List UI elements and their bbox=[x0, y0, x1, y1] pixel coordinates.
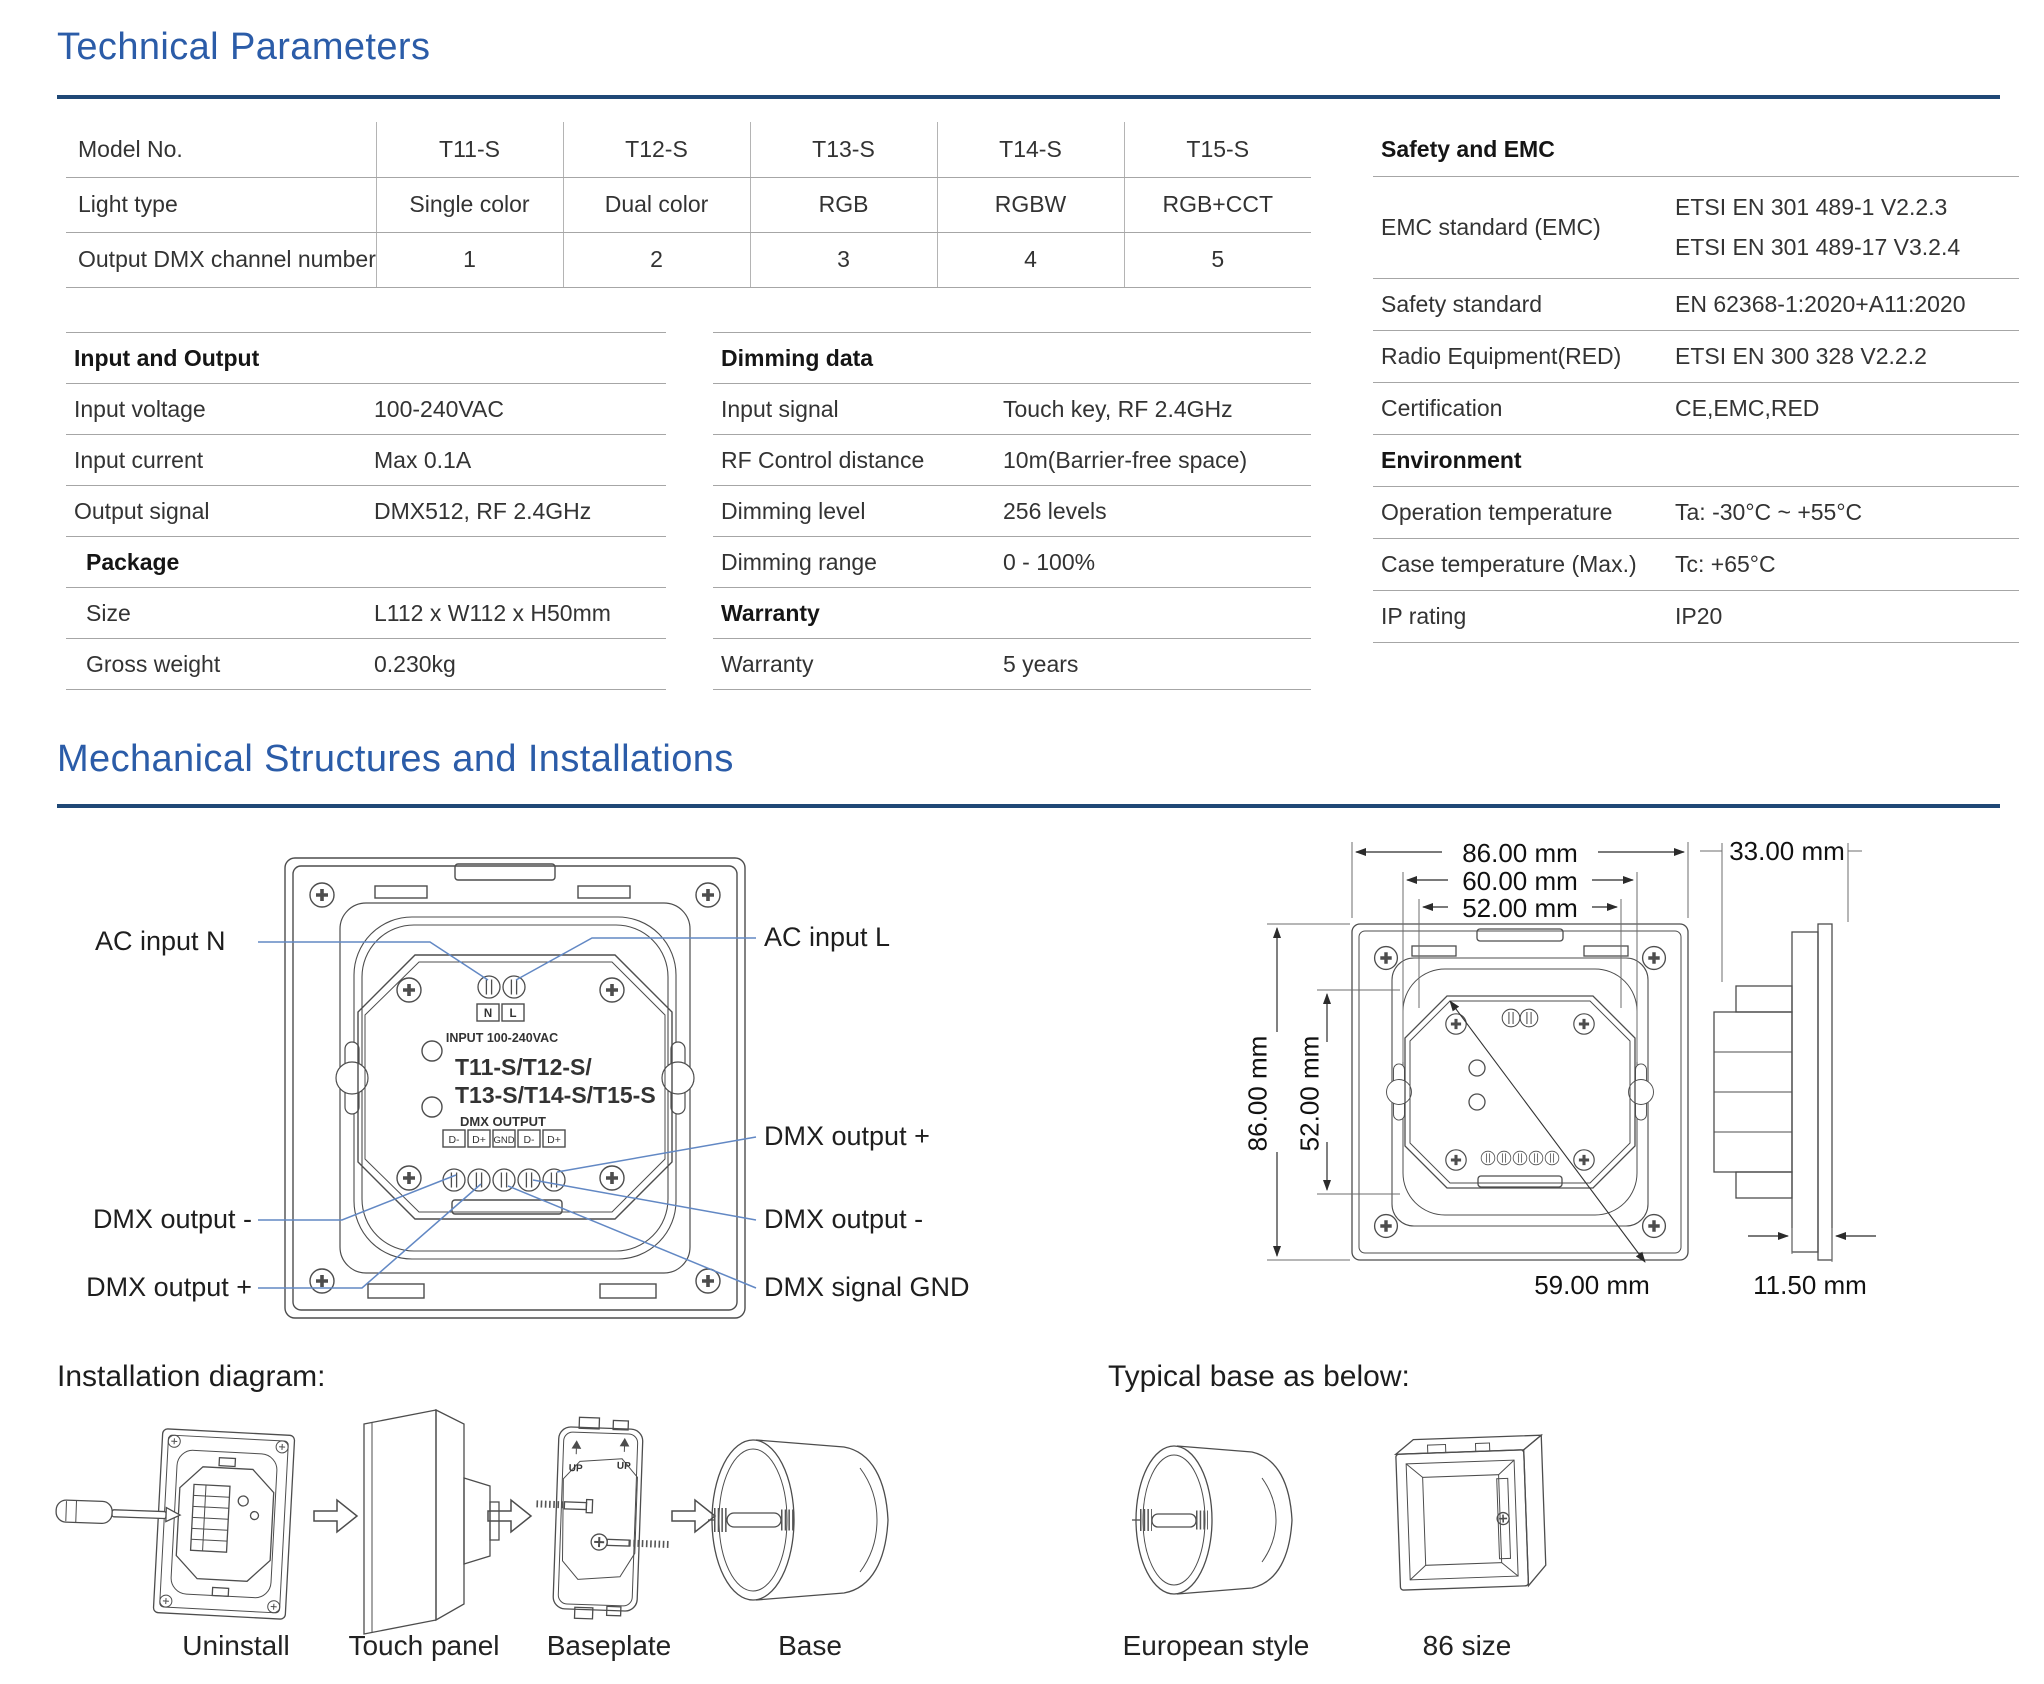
step-arrow-icon bbox=[314, 1500, 357, 1532]
spec-value: L112 x W112 x H50mm bbox=[366, 588, 666, 639]
table-row bbox=[66, 435, 666, 486]
cell: RGB+CCT bbox=[1124, 177, 1311, 232]
table-section-header: Warranty bbox=[713, 588, 1311, 639]
spec-value: Touch key, RF 2.4GHz bbox=[995, 384, 1311, 435]
cell: Single color bbox=[376, 177, 563, 232]
emc-standard-1: ETSI EN 301 489-1 V2.2.3 bbox=[1675, 194, 1948, 220]
spec-value: Max 0.1A bbox=[366, 435, 666, 486]
base-drawing bbox=[708, 1440, 888, 1600]
terminal-label: D- bbox=[523, 1134, 535, 1146]
dim-thickness-11-5: 11.50 mm bbox=[1753, 1270, 1867, 1300]
safety-table bbox=[1373, 124, 2019, 643]
col-header: T11-S bbox=[376, 122, 563, 177]
cell: 3 bbox=[750, 232, 937, 287]
spec-label: RF Control distance bbox=[713, 435, 995, 486]
terminal-n-label: N bbox=[483, 1008, 493, 1020]
dim-depth-33: 33.00 mm bbox=[1729, 836, 1845, 866]
step-label-touch-panel: Touch panel bbox=[348, 1630, 500, 1661]
table-row bbox=[713, 486, 1311, 537]
table-section-header: Safety and EMC bbox=[1373, 124, 2019, 176]
model-table bbox=[66, 122, 1311, 288]
cell: RGB bbox=[750, 177, 937, 232]
touch-panel-drawing bbox=[364, 1410, 499, 1634]
table-row bbox=[66, 639, 666, 690]
step-arrow-icon bbox=[488, 1500, 531, 1532]
spec-label: Size bbox=[66, 588, 366, 639]
european-base-drawing bbox=[1132, 1446, 1292, 1594]
spec-value: 10m(Barrier-free space) bbox=[995, 435, 1311, 486]
col-header: T12-S bbox=[563, 122, 750, 177]
screwdriver-icon bbox=[56, 1500, 181, 1526]
col-header: Model No. bbox=[66, 122, 376, 177]
table-section-header: Package bbox=[66, 537, 666, 588]
table-row bbox=[1373, 330, 2019, 382]
col-header: T15-S bbox=[1124, 122, 1311, 177]
baseplate-drawing bbox=[533, 1416, 676, 1622]
spec-label: Dimming range bbox=[713, 537, 995, 588]
dimension-drawing-front bbox=[1352, 924, 1688, 1262]
callout-dmx-output-plus-right: DMX output + bbox=[764, 1121, 930, 1151]
spec-label: Input current bbox=[66, 435, 366, 486]
spec-value: 5 years bbox=[995, 639, 1311, 690]
base-label-european: European style bbox=[1122, 1630, 1310, 1661]
back-panel-texts bbox=[446, 1008, 656, 1146]
callout-ac-input-l: AC input L bbox=[764, 922, 891, 952]
table-row bbox=[1373, 538, 2019, 590]
table-row bbox=[66, 486, 666, 537]
step-arrow-icon bbox=[672, 1500, 715, 1532]
row-label: Light type bbox=[66, 177, 376, 232]
typical-base-title: Typical base as below: bbox=[1108, 1360, 1410, 1393]
cell: 5 bbox=[1124, 232, 1311, 287]
base-label-86-size: 86 size bbox=[1422, 1630, 1512, 1661]
spec-value: 256 levels bbox=[995, 486, 1311, 537]
terminal-label: GND bbox=[493, 1135, 515, 1146]
spec-value: Ta: -30°C ~ +55°C bbox=[1667, 486, 2019, 538]
spec-label: Operation temperature bbox=[1373, 486, 1667, 538]
step-label-baseplate: Baseplate bbox=[546, 1630, 672, 1661]
terminal-label: D+ bbox=[472, 1134, 486, 1146]
size86-box-drawing bbox=[1395, 1435, 1546, 1590]
section-title-technical: Technical Parameters bbox=[57, 26, 431, 68]
table-section-header: Dimming data bbox=[713, 333, 1311, 384]
cell: RGBW bbox=[937, 177, 1124, 232]
callout-dmx-output-minus-right: DMX output - bbox=[764, 1204, 924, 1234]
table-row bbox=[1373, 486, 2019, 538]
spec-label: Warranty bbox=[713, 639, 995, 690]
panel-model-line2: T13-S/T14-S/T15-S bbox=[455, 1082, 656, 1108]
table-row bbox=[713, 537, 1311, 588]
callout-dmx-signal-gnd: DMX signal GND bbox=[764, 1272, 970, 1302]
table-row bbox=[66, 588, 666, 639]
section-rule bbox=[57, 95, 2000, 99]
table-row bbox=[66, 384, 666, 435]
dmx-output-label: DMX OUTPUT bbox=[460, 1114, 546, 1129]
dim-height-86: 86.00 mm bbox=[1242, 1035, 1273, 1152]
spec-label: EMC standard (EMC) bbox=[1373, 176, 1667, 278]
spec-value: IP20 bbox=[1667, 590, 2019, 642]
table-row bbox=[1373, 176, 2019, 278]
table-section-header: Environment bbox=[1373, 434, 2019, 486]
callout-ac-input-n: AC input N bbox=[95, 926, 226, 956]
spec-value: DMX512, RF 2.4GHz bbox=[366, 486, 666, 537]
up-mark: UP bbox=[616, 1460, 631, 1473]
table-row bbox=[66, 177, 1311, 232]
col-header: T14-S bbox=[937, 122, 1124, 177]
dimming-table bbox=[713, 332, 1311, 690]
spec-value: 0 - 100% bbox=[995, 537, 1311, 588]
spec-label: Gross weight bbox=[66, 639, 366, 690]
installation-diagram-title: Installation diagram: bbox=[57, 1360, 326, 1393]
spec-label: Output signal bbox=[66, 486, 366, 537]
terminal-l-label: L bbox=[509, 1008, 517, 1020]
spec-label: Input voltage bbox=[66, 384, 366, 435]
spec-value: CE,EMC,RED bbox=[1667, 382, 2019, 434]
dim-diag-59: 59.00 mm bbox=[1534, 1270, 1650, 1300]
col-header: T13-S bbox=[750, 122, 937, 177]
cell: 2 bbox=[563, 232, 750, 287]
dimension-drawing-side bbox=[1714, 924, 1832, 1260]
spec-label: Radio Equipment(RED) bbox=[1373, 330, 1667, 382]
table-row bbox=[1373, 382, 2019, 434]
spec-label: Dimming level bbox=[713, 486, 995, 537]
model-header-row bbox=[66, 122, 1311, 177]
spec-value bbox=[1667, 176, 2019, 278]
spec-label: Input signal bbox=[713, 384, 995, 435]
spec-label: Safety standard bbox=[1373, 278, 1667, 330]
row-label: Output DMX channel number bbox=[66, 232, 376, 287]
table-row bbox=[713, 639, 1311, 690]
callout-dmx-output-plus-left: DMX output + bbox=[86, 1272, 252, 1302]
spec-value: 100-240VAC bbox=[366, 384, 666, 435]
table-section-header: Input and Output bbox=[66, 333, 666, 384]
table-row bbox=[1373, 278, 2019, 330]
dim-width-60: 60.00 mm bbox=[1462, 866, 1578, 896]
callout-dmx-output-minus-left: DMX output - bbox=[92, 1204, 252, 1234]
input-output-table bbox=[66, 332, 666, 690]
dim-width-52: 52.00 mm bbox=[1462, 893, 1578, 923]
table-row bbox=[1373, 590, 2019, 642]
table-row bbox=[66, 232, 1311, 287]
terminal-label: D+ bbox=[547, 1134, 561, 1146]
table-row bbox=[713, 435, 1311, 486]
spec-value: ETSI EN 300 328 V2.2.2 bbox=[1667, 330, 2019, 382]
terminal-label: D- bbox=[448, 1134, 460, 1146]
input-voltage-label: INPUT 100-240VAC bbox=[445, 1031, 559, 1045]
cell: 1 bbox=[376, 232, 563, 287]
table-row bbox=[713, 384, 1311, 435]
spec-label: IP rating bbox=[1373, 590, 1667, 642]
cell: 4 bbox=[937, 232, 1124, 287]
up-mark: UP bbox=[568, 1462, 583, 1475]
panel-model-line1: T11-S/T12-S/ bbox=[455, 1054, 592, 1080]
dim-width-86: 86.00 mm bbox=[1462, 838, 1578, 868]
step-label-uninstall: Uninstall bbox=[182, 1630, 290, 1661]
spec-value: 0.230kg bbox=[366, 639, 666, 690]
uninstall-drawing bbox=[153, 1429, 294, 1620]
cell: Dual color bbox=[563, 177, 750, 232]
emc-standard-2: ETSI EN 301 489-17 V3.2.4 bbox=[1675, 234, 1961, 260]
section-title-mechanical: Mechanical Structures and Installations bbox=[57, 738, 734, 780]
step-label-base: Base bbox=[778, 1630, 842, 1661]
spec-label: Case temperature (Max.) bbox=[1373, 538, 1667, 590]
spec-value: EN 62368-1:2020+A11:2020 bbox=[1667, 278, 2019, 330]
spec-label: Certification bbox=[1373, 382, 1667, 434]
mechanical-drawings bbox=[0, 800, 2044, 1684]
spec-value: Tc: +65°C bbox=[1667, 538, 2019, 590]
dim-height-52: 52.00 mm bbox=[1294, 1035, 1325, 1152]
